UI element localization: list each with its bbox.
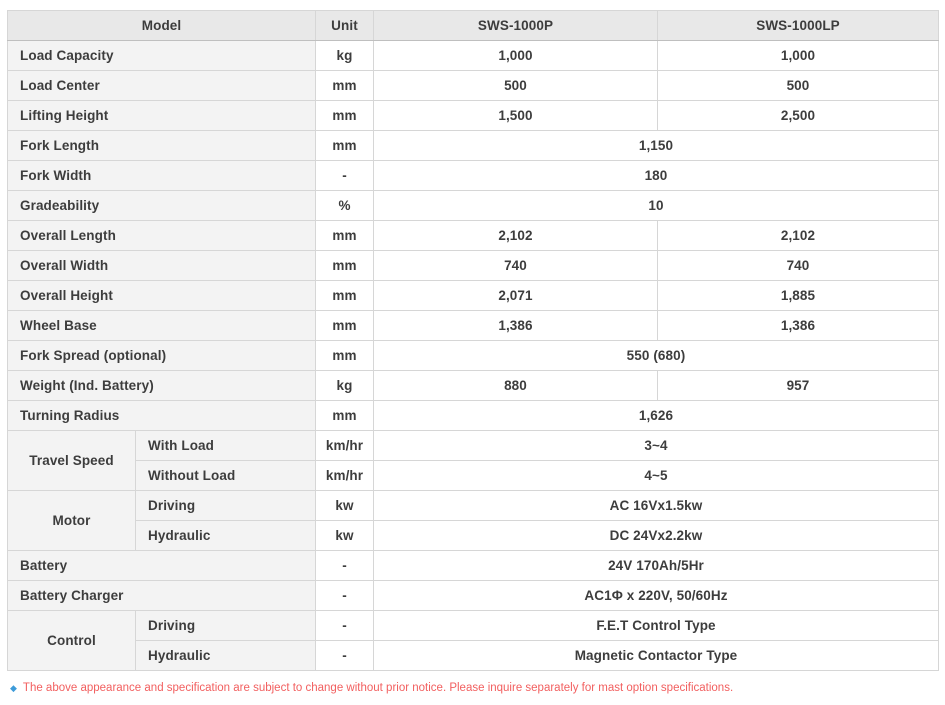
table-row-fork-spread [8, 341, 939, 371]
table-row-travel-speed-without-load [8, 461, 939, 491]
value-span-cell: 180 [374, 161, 939, 191]
unit-cell: mm [316, 71, 374, 101]
table-row-motor-driving [8, 491, 939, 521]
value-cell-sws-1000lp: 1,885 [658, 281, 939, 311]
header-model-sws-1000p: SWS-1000P [374, 11, 658, 41]
unit-cell: km/hr [316, 461, 374, 491]
table-row-wheel-base [8, 311, 939, 341]
row-label: Battery [8, 551, 316, 581]
row-label: Load Center [8, 71, 316, 101]
unit-cell: mm [316, 401, 374, 431]
unit-cell: - [316, 581, 374, 611]
unit-cell: kw [316, 521, 374, 551]
value-cell-sws-1000p: 1,500 [374, 101, 658, 131]
unit-cell: mm [316, 221, 374, 251]
footnote-text: The above appearance and specification are subject to change without prior notice. Please inquire separately for mast option specifications. [22, 682, 734, 694]
unit-cell: mm [316, 101, 374, 131]
unit-cell: km/hr [316, 431, 374, 461]
unit-cell: - [316, 611, 374, 641]
sub-label: Driving [136, 611, 316, 641]
value-cell-sws-1000lp: 740 [658, 251, 939, 281]
value-span-cell: 24V 170Ah/5Hr [374, 551, 939, 581]
group-label-control: Control [8, 611, 136, 671]
row-label: Load Capacity [8, 41, 316, 71]
footnote [7, 682, 938, 694]
table-row-overall-width [8, 251, 939, 281]
table-row-overall-height [8, 281, 939, 311]
table-row-turning-radius [8, 401, 939, 431]
unit-cell: - [316, 161, 374, 191]
value-cell-sws-1000lp: 1,386 [658, 311, 939, 341]
row-label: Overall Height [8, 281, 316, 311]
unit-cell: - [316, 551, 374, 581]
value-span-cell: 550 (680) [374, 341, 939, 371]
value-span-cell: F.E.T Control Type [374, 611, 939, 641]
header-model-sws-1000lp: SWS-1000LP [658, 11, 939, 41]
sub-label: Hydraulic [136, 521, 316, 551]
table-row-weight [8, 371, 939, 401]
unit-cell: kg [316, 41, 374, 71]
row-label: Weight (Ind. Battery) [8, 371, 316, 401]
row-label: Fork Length [8, 131, 316, 161]
table-header-row [8, 11, 939, 41]
value-cell-sws-1000p: 880 [374, 371, 658, 401]
row-label: Gradeability [8, 191, 316, 221]
value-cell-sws-1000p: 740 [374, 251, 658, 281]
unit-cell: mm [316, 281, 374, 311]
unit-cell: mm [316, 311, 374, 341]
row-label: Overall Length [8, 221, 316, 251]
value-span-cell: 10 [374, 191, 939, 221]
value-cell-sws-1000p: 2,102 [374, 221, 658, 251]
sub-label: Driving [136, 491, 316, 521]
value-span-cell: Magnetic Contactor Type [374, 641, 939, 671]
table-row-control-hydraulic [8, 641, 939, 671]
value-span-cell: 1,150 [374, 131, 939, 161]
unit-cell: - [316, 641, 374, 671]
table-row-travel-speed-with-load [8, 431, 939, 461]
value-cell-sws-1000lp: 2,500 [658, 101, 939, 131]
value-span-cell: DC 24Vx2.2kw [374, 521, 939, 551]
table-row-fork-length [8, 131, 939, 161]
sub-label: Without Load [136, 461, 316, 491]
value-cell-sws-1000p: 2,071 [374, 281, 658, 311]
group-label-travel-speed: Travel Speed [8, 431, 136, 491]
row-label: Battery Charger [8, 581, 316, 611]
table-row-control-driving [8, 611, 939, 641]
row-label: Wheel Base [8, 311, 316, 341]
specification-table [7, 10, 939, 671]
table-row-lifting-height [8, 101, 939, 131]
table-row-motor-hydraulic [8, 521, 939, 551]
unit-cell: mm [316, 251, 374, 281]
row-label: Overall Width [8, 251, 316, 281]
sub-label: Hydraulic [136, 641, 316, 671]
value-cell-sws-1000lp: 500 [658, 71, 939, 101]
value-span-cell: AC1Φ x 220V, 50/60Hz [374, 581, 939, 611]
value-span-cell: 1,626 [374, 401, 939, 431]
unit-cell: kw [316, 491, 374, 521]
value-cell-sws-1000lp: 1,000 [658, 41, 939, 71]
value-cell-sws-1000lp: 2,102 [658, 221, 939, 251]
table-row-battery-charger [8, 581, 939, 611]
header-unit: Unit [316, 11, 374, 41]
unit-cell: % [316, 191, 374, 221]
value-span-cell: 3~4 [374, 431, 939, 461]
table-row-fork-width [8, 161, 939, 191]
table-row-battery [8, 551, 939, 581]
value-cell-sws-1000p: 1,386 [374, 311, 658, 341]
row-label: Lifting Height [8, 101, 316, 131]
value-cell-sws-1000lp: 957 [658, 371, 939, 401]
table-row-load-center [8, 71, 939, 101]
value-span-cell: AC 16Vx1.5kw [374, 491, 939, 521]
header-model: Model [8, 11, 316, 41]
diamond-bullet-icon: ◆ [10, 682, 17, 693]
value-cell-sws-1000p: 1,000 [374, 41, 658, 71]
table-row-gradeability [8, 191, 939, 221]
group-label-motor: Motor [8, 491, 136, 551]
sub-label: With Load [136, 431, 316, 461]
unit-cell: mm [316, 131, 374, 161]
value-cell-sws-1000p: 500 [374, 71, 658, 101]
value-span-cell: 4~5 [374, 461, 939, 491]
table-row-load-capacity [8, 41, 939, 71]
table-row-overall-length [8, 221, 939, 251]
unit-cell: kg [316, 371, 374, 401]
row-label: Turning Radius [8, 401, 316, 431]
unit-cell: mm [316, 341, 374, 371]
row-label: Fork Spread (optional) [8, 341, 316, 371]
row-label: Fork Width [8, 161, 316, 191]
